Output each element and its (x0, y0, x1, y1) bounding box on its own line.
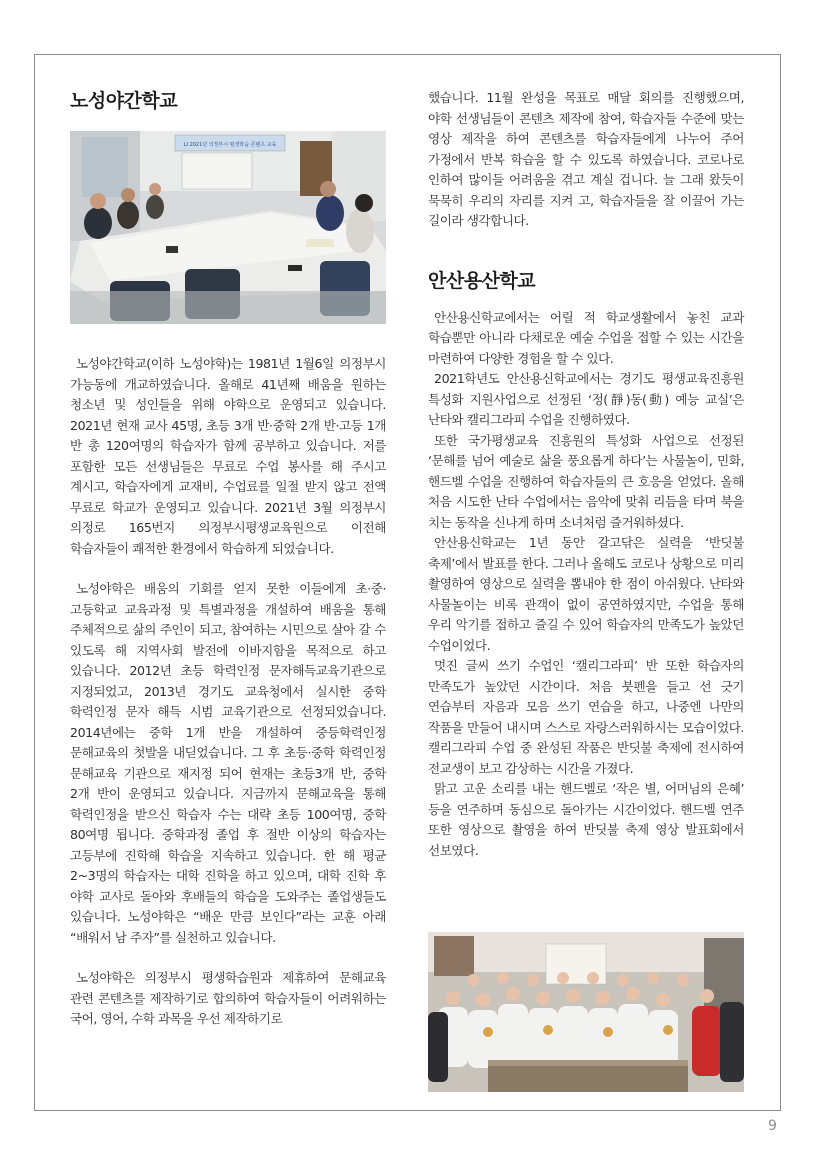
right-paragraph-5: 멋진 글씨 쓰기 수업인 ‘캘리그라피’ 반 또한 학습자의 만족도가 높았던 시간이다. 처음 붓펜을 들고 선 긋기 연습부터 자음과 모음 쓰기 연습을 하고, 나중엔 나만의 작품을 만들어 내시며 스스로 자랑스러워하시는 모습이었다. 캘리그라피 수업 중 완성된 작품은 반딧불 축제에 전시하여 전교생이 보고 감상하는 시간을 가졌다. (428, 658, 744, 776)
right-body (428, 308, 744, 862)
banner-text: LI 2021년 의정부시 평생학습 콘텐츠 교육 (183, 142, 277, 148)
right-paragraph-2: 2021학년도 안산용신학교에서는 경기도 평생교육진흥원 특성화 지원사업으로 선정된 ‘정(靜)동(動) 예능 교실’은 난타와 캘리그라피 수업을 진행하였다. (428, 371, 744, 427)
left-body (70, 354, 386, 1030)
page-number: 9 (768, 1118, 777, 1134)
classroom-photo-illustration (70, 131, 386, 324)
left-paragraph-2: 노성야학은 배움의 기회를 얻지 못한 이들에게 초·중·고등학교 교육과정 및 특별과정을 개설하여 배움을 통해 주체적으로 삶의 주인이 되고, 참여하는 시민으로 살아 갈 수 있도록 해 지역사회 발전에 이바지함을 목적으로 하고 있습니다. 2012년 초등 학력인정 문자해득교육기관으로 지정되었고, 2013년 경기도 교육청에서 실시한 중학 학력인정 문자 해득 시범 교육기관으로 선정되었습니다. 2014년에는 중학 1개 반을 개설하여 중등학력인정 문해교육의 첫발을 내딛었습니다. 그 후 초등·중학 학력인정 문해교육 기관으로 재지정 되어 현재는 초등3개 반, 중학 2개 반이 운영되고 있습니다. 지금까지 문해교육을 통해 학력인정을 받으신 학습자 수는 대략 초등 100여명, 중학 80여명 됩니다. 중학과정 졸업 후 절반 이상의 학습자는 고등부에 진학해 학습을 지속하고 있습니다. 한 해 평균 2~3명의 학습자는 대학 진학을 하고 있으며, 대학 진학 후 야학 교사로 돌아와 후배들의 학습을 도와주는 졸업생들도 있습니다. 노성야학은 “배운 만큼 보인다”라는 교훈 아래 “배워서 남 주자”를 실천하고 있습니다. (70, 581, 386, 945)
right-paragraph-6: 맑고 고운 소리를 내는 핸드벨로 ‘작은 별, 어머님의 은혜’ 등을 연주하며 동심으로 돌아가는 시간이었다. 핸드벨 연주 또한 영상으로 촬영을 하여 반딧불 축제 영상 발표회에서 선보였다. (428, 781, 744, 858)
section-heading-ansan: 안산용산학교 (428, 269, 536, 292)
left-paragraph-3: 노성야학은 의정부시 평생학습원과 제휴하여 문해교육 관련 콘텐츠를 제작하기로 합의하여 학습자들이 어려워하는 국어, 영어, 수학 과목을 우선 제작하기로 (70, 970, 386, 1026)
right-continued-paragraph: 했습니다. 11월 완성을 목표로 매달 회의를 진행했으며, 야학 선생님들이 콘텐츠 제작에 참여, 학습자들 수준에 맞는 영상 제작을 하여 콘텐츠를 학습자들에게 나누어 주어 가정에서 반복 학습을 할 수 있도록 하였습니다. 코로나로 인하여 많이들 어려움을 겪고 계실 겁니다. 늘 그래 왔듯이 묵묵히 우리의 자리를 지켜 고, 학습자들을 잘 이끌어 가는 길이라 생각합니다. (428, 90, 744, 228)
right-column (428, 88, 744, 861)
left-column (70, 88, 386, 1030)
right-paragraph-1: 안산용신학교에서는 어릴 적 학교생활에서 놓친 교과 학습뿐만 아니라 다채로운 예술 수업을 접할 수 있는 시간을 마련하여 다양한 경험을 할 수 있다. (428, 309, 744, 366)
group-photo (428, 932, 744, 1092)
left-paragraph-1: 노성야간학교(이하 노성야학)는 1981년 1월6일 의정부시 가능동에 개교하였습니다. 올해로 41년째 배움을 원하는 청소년 및 성인들을 위해 야학으로 운영되고 있습니다. 2021년 현재 교사 45명, 초등 3개 반·중학 2개 반·고등 1개 반 총 120여명의 학습자가 함께 공부하고 있습니다. 저를 포함한 모든 선생님들은 무료로 수업 봉사를 해 주시고 계시고, 학습자에게 교재비, 수업료를 일절 받지 않고 전액 무료로 학교가 운영되고 있습니다. 2021년 3월 의정부시 의정로 165번지 의정부시평생교육원으로 이전해 학습자들이 쾌적한 환경에서 학습하게 되었습니다. (70, 356, 386, 556)
classroom-photo (70, 131, 386, 324)
right-paragraph-4: 안산용신학교는 1년 동안 갈고닦은 실력을 ‘반딧불 축제’에서 발표를 한다. 그러나 올해도 코로나 상황으로 미리 촬영하여 영상으로 실력을 뽐내야 한 점이 아쉬웠다. 난타와 사물놀이는 비록 관객이 없이 공연하였지만, 수업을 통해 우리 악기를 접하고 즐길 수 있어 학습자의 만족도가 높았던 수업이었다. (428, 535, 744, 653)
right-paragraph-3: 또한 국가평생교육 진흥원의 특성화 사업으로 선정된 ‘문해를 넘어 예술로 삶을 풍요롭게 하다’는 사물놀이, 민화, 핸드벨 수업을 진행하여 학습자들의 큰 호응을 얻었다. 올해 처음 시도한 난타 수업에서는 음악에 맞춰 리듬을 타며 북을 치는 동작을 신나게 하며 소녀처럼 즐거워하셨다. (428, 432, 744, 530)
section-heading-noseong: 노성야간학교 (70, 90, 178, 112)
group-photo-illustration (428, 932, 744, 1092)
